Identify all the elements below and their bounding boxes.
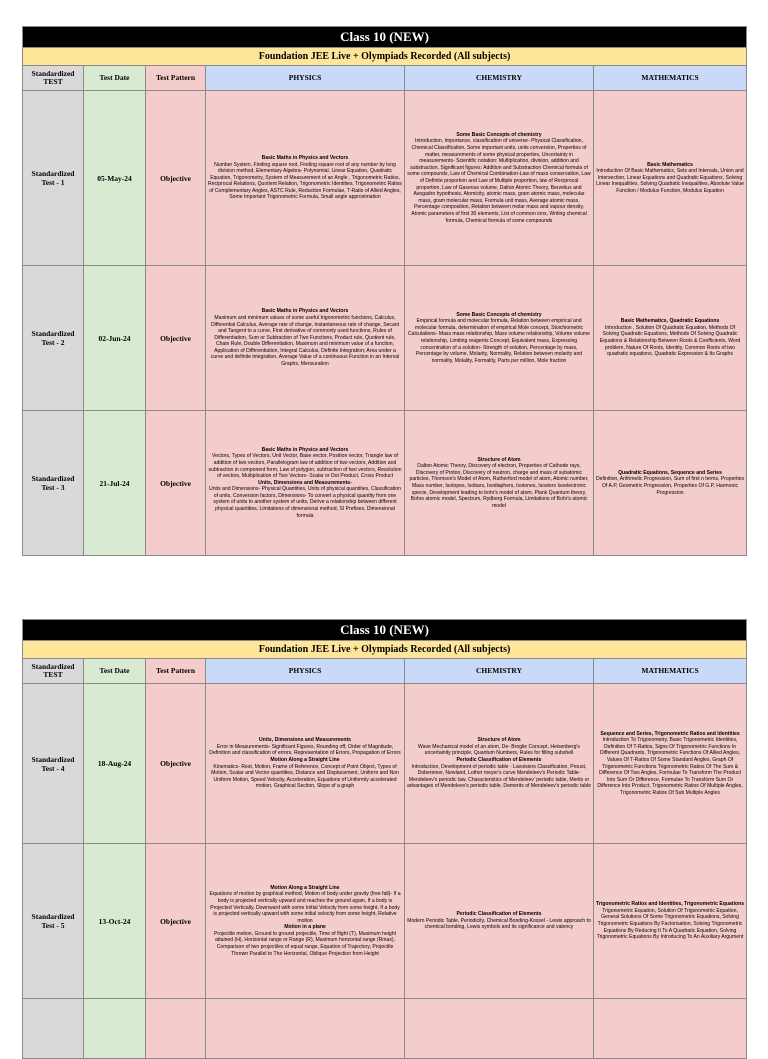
topic-title: Units, Dimensions and Measurements (259, 737, 351, 744)
topic-details: Error in Measurements- Significant Figures, Rounding off, Order of Magnitude, Definition and classification of errors, Representation of Errors, Propagation of Errors (209, 743, 401, 757)
topic-title: Units, Dimensions and Measurements- (258, 479, 352, 486)
topic-details: Empirical formula and molecular formula, Relation between empirical and molecular formula, determination of empirical Mole concept, Stoichiometric Calculations- Mass mass relationship, Mass volume relationship, Volume volume relationship, Limiting reagents Concept, Equivalent mass, Expressing concentration of a solution- Strength of solution, Percentage by mass, Percentage by volume, Molarity, Normality, Relation between molarity and normality, Molality, Formality, Parts per million, Mole fraction (407, 318, 591, 364)
chemistry-syllabus (405, 844, 594, 999)
schedule-table (22, 619, 747, 1059)
topic-details: Introduction Of Basic Mathematics, Sets and Intervals, Union and Intersection, Linear Equations and Quadratic Equations, Solving Linear Inequalities, Solving Quadratic Inequalities, Absolute Value Function / Modulus Function, Modulus Equation (596, 168, 745, 194)
header-test-date: Test Date (84, 659, 146, 684)
table-row (23, 91, 747, 266)
topic-title: Periodic Classification of Elements (456, 911, 542, 918)
chemistry-syllabus (405, 999, 594, 1059)
test-name: Standardized Test - 5 (23, 844, 84, 999)
header-mathematics: MATHEMATICS (594, 66, 747, 91)
test-pattern: Objective (146, 266, 206, 411)
header-standardized-test: Standardized TEST (23, 66, 84, 91)
test-name: Standardized Test - 2 (23, 266, 84, 411)
table-row (23, 844, 747, 999)
topic-title: Basic Mathematics, Quadratic Equations (620, 318, 720, 325)
topic-details: Introduction , Solution Of Quadratic Equation, Methods Of Solving Quadratic Equations, Methods Of Solving Quadratic Equations & Relationship Between Roots & Coefficients, Word problem, Nature Of Roots, Identity, Common Roots of two quadratic equations, Quadratic Expression & Its Graphs (599, 324, 741, 358)
test-date: 13-Oct-24 (84, 844, 146, 999)
test-pattern-cell (146, 999, 206, 1059)
mathematics-syllabus (594, 844, 747, 999)
test-pattern: Objective (146, 844, 206, 999)
topic-details: Introduction, Importance, classification of universe- Physical Classification, Chemical Classification, Some important units, units conversion, Properties of matter, measurements of some physical properties, Uncertainty in measurements- Scientific notation: Multiplication, division, addition and substraction, Significant figures: Addition and Substraction Chemical formula of some compounds, Law of Chemical Combination-Law of mass conservation, Law of Definite proportion and Law of Multiple proportion, law of Reciprocal proportion, Law of Gaseous volume, Dalton Atomic Theory, Berzelius and Avogadro hypothesis, Atomicity, atomic mass, gram atomic mass, molecular mass, gram molecular mass, Formula unit mass, Average atomic mass, Percentage composition, Relation between molar mass and vapour density, Atomic parameters of first 30 elements, List of common ions, Writing chemical formula, Chemical formula of some compounds (407, 138, 591, 224)
sheet-title: Class 10 (NEW) (23, 27, 747, 48)
table-row (23, 684, 747, 844)
topic-details: Trigonometric Equation, Solution Of Trigonometric Equation, General Solutions Of Some Trigonometric Equations, Solving Trigonometric Equations By Factorisation, Solving Trigonometric Equations By Reducing It To A Quadratic Equation, Solving Trigonometric Equations By Introducing To An Auxiliary Argument (596, 907, 744, 941)
topic-title: Basic Maths in Physics and Vectors (261, 446, 349, 453)
topic-details: Modern Periodic Table, Periodicity, Chemical Bonding-Kossel - Lewis approach to chemical bonding, Lewis symbols and its significance and valency (407, 917, 591, 931)
header-physics: PHYSICS (206, 66, 405, 91)
topic-details: Dalton Atomic Theory, Discovery of electron, Properties of Cathode rays, Discovery of Proton, Discovery of neutron, charge and mass of subatomic particles, Thomson's Model of Atom, Rutherford model of atom, Atomic number, Mass number, Isotopes, Isobars, Isodiaphers, Isotones, Isosters Isoelectronic specie, Development leading to bohr's model of atom, Plank Quantum theory, Bohrs atomic model, Spectrum, Rydberg Formula, Limitations of Bohr's atomic model (409, 463, 589, 509)
topic-details: Kinematics- Rest, Motion, Frame of Reference, Concept of Point Object, Types of Motion, Scalar and Vector quantities, Distance and Displacement, Uniform and Non Uniform Motion, Speed Velocity, Acceleration, Equations of Uniformly accelerated motion, Graphical Section, Slope of a graph (211, 763, 399, 790)
chemistry-syllabus (405, 684, 594, 844)
physics-syllabus (206, 684, 405, 844)
header-chemistry: CHEMISTRY (405, 659, 594, 684)
topic-details: Equations of motion by graphical method, Motion of body under gravity (free fall)- If a body is projected vertically upward and reaches the ground again, If a body is Projected Vertically, Downward with some Initial Velocity from some height, If a body is projected vertically upward with some initial velocity from some height, Relative motion (209, 891, 401, 924)
sheet-subtitle: Foundation JEE Live + Olympiads Recorded (All subjects) (23, 641, 747, 659)
test-name: Standardized Test - 3 (23, 411, 84, 556)
test-date: 18-Aug-24 (84, 684, 146, 844)
topic-details: Wave Mechanical model of an atom, De- Broglie Concept, Heisenberg's uncertainity principle, Quantum Numbers, Rules for filling subshell (418, 743, 580, 757)
topic-details: Units and Dimensions- Physical Quantities, Units of physical quantities, Classification of units, Conversion factors, Dimensions- To convert a physical quantity from one system of units to another system of units, Derive a relationship between different physical quantities, Limitations of dimensional method, SI Prefixes, Dimensional formula (209, 486, 401, 519)
topic-title: Periodic Classification of Elements (456, 756, 542, 763)
topic-details: Introduction To Trigonometry, Basic Trigonometric Identities, Definition Of T-Ratios, Signs Of Trigonometric Functions In Different Quadrants, Trigonometric Functions Of Allied Angles, Values Of T-Ratios Of Some Standard Angles, Graph Of Trigonometric Functions Trigonometric Ratios Of The Sum & Difference Of Two Angles, Formulae To Transform The Product Into Sum Or Difference, Formulae To Transform Sum Or Difference Into Product, Trigonometric Ratios Of Multiple Angles, Trigonometric Ratios Of Sub Multiple Angles (597, 737, 743, 796)
physics-syllabus (206, 999, 405, 1059)
sheet-title: Class 10 (NEW) (23, 620, 747, 641)
test-date: 05-May-24 (84, 91, 146, 266)
header-standardized-test: Standardized TEST (23, 659, 84, 684)
test-name: Standardized Test - 4 (23, 684, 84, 844)
test-pattern: Objective (146, 411, 206, 556)
topic-details: Vectors, Types of Vectors, Unit Vector, Base vector, Position vector, Triangle law of addition of two vectors, Parallelogram law of addition of two vectors, Addition and subtraction in component form, Law of polygon, subtraction of two vectors, Resolution of vectors, Multiplication of Two Vectors- Scalar or Dot Product, Cross Product (208, 453, 402, 480)
schedule-sheet-1 (22, 26, 746, 556)
test-date: 21-Jul-24 (84, 411, 146, 556)
sheet-subtitle: Foundation JEE Live + Olympiads Recorded (All subjects) (23, 48, 747, 66)
topic-title: Some Basic Concepts of chemistry (456, 311, 542, 318)
table-row-partial (23, 999, 747, 1059)
test-name-cell (23, 999, 84, 1059)
topic-details: Introduction, Development of periodic table - Lavoisiers Classification, Proust, Dobereiner, Newland, Lother meyer's curve Mendeleev's Periodic Table- Mendeleev's periodic law, Characteristics of Mendeleev' periodic table, Merits or advantages of Mendeleev's periodic table, Demerits of Mendeleev's periodic table (407, 763, 592, 790)
mathematics-syllabus (594, 999, 747, 1059)
topic-title: Sequence and Series, Trigonometric Ratios and Identities (600, 730, 740, 737)
chemistry-syllabus (405, 266, 594, 411)
header-physics: PHYSICS (206, 659, 405, 684)
test-name: Standardized Test - 1 (23, 91, 84, 266)
topic-title: Structure of Atom (477, 456, 521, 463)
schedule-table (22, 26, 747, 556)
topic-title: Basic Maths in Physics and Vectors (261, 308, 349, 315)
topic-title: Basic Maths in Physics and Vectors (261, 154, 349, 161)
chemistry-syllabus (405, 91, 594, 266)
topic-title: Motion Along a Straight Line (270, 884, 340, 891)
mathematics-syllabus (594, 411, 747, 556)
topic-title: Trigonometric Ratios and Identities, Trigonometric Equations (596, 901, 745, 908)
physics-syllabus (206, 844, 405, 999)
test-pattern: Objective (146, 684, 206, 844)
table-row (23, 411, 747, 556)
topic-title: Motion in a plane (284, 924, 326, 931)
test-date: 02-Jun-24 (84, 266, 146, 411)
topic-details: Definition, Arithmetic Progression, Sum of first n terms, Properties Of A.P, Geometric Progression, Properties Of G.P, Harmonic Progression (596, 476, 745, 496)
topic-title: Structure of Atom (477, 737, 521, 744)
physics-syllabus (206, 91, 405, 266)
chemistry-syllabus (405, 411, 594, 556)
physics-syllabus (206, 266, 405, 411)
mathematics-syllabus (594, 684, 747, 844)
test-pattern: Objective (146, 91, 206, 266)
topic-title: Some Basic Concepts of chemistry (456, 131, 542, 138)
mathematics-syllabus (594, 266, 747, 411)
test-date-cell (84, 999, 146, 1059)
topic-title: Basic Mathematics (647, 161, 693, 168)
mathematics-syllabus (594, 91, 747, 266)
header-test-date: Test Date (84, 66, 146, 91)
topic-details: Number System, Finding square root, Finding square root of any number by long division method, Elementary Algebra- Polynomial, Linear Equation, Quadratic Equation, Trigonometry, System of Measurement of an Angle , Trigonometric Ratios, Reciprocal Relations, Quotient Relation, Trigonometric Identities, Trigonometric Ratios of Complementary Angles, ASTC Rule, Reduction Formulae, T-Ratio of Allied Angles, Some Important Trigonometric Formula, Small angle approximation (208, 161, 402, 201)
table-row (23, 266, 747, 411)
physics-syllabus (206, 411, 405, 556)
header-test-pattern: Test Pattern (146, 659, 206, 684)
topic-title: Motion Along a Straight Line (270, 756, 340, 763)
topic-details: Maximum and minimum values of some useful trigonometric functions, Calculus, Differential Calculus, Average rate of change, Instantaneous rate of change, Secant and Tangent to a curve, First derivative of commonly used functions, Rules of Differentiation, Sum or Subtraction of Two Functions, Product rule, Quotient rule, Chain Rule, Double Differentiation, Maximum and minimum value of a function, Application of Differentiation, Integral Calculus, Definite Integration; Area under a curve and definite integration, Average Value of a continuous Function in an Interval Graphs, Mensuration (210, 314, 400, 368)
schedule-sheet-2 (22, 619, 746, 1059)
topic-details: Projectile motion, Ground to ground projectile, Time of flight (T), Maximum height attained (H), Horizontal range or Range (R), Maximum horizontal range (Rmax), Comparison of two projectiles of equal range, Equation of Trajectory, Projectile Thrown Parallel to The Horizontal, Oblique Projection from Height (213, 930, 397, 957)
header-test-pattern: Test Pattern (146, 66, 206, 91)
topic-title: Quadratic Equations, Sequence and Series (618, 469, 722, 476)
header-chemistry: CHEMISTRY (405, 66, 594, 91)
header-mathematics: MATHEMATICS (594, 659, 747, 684)
